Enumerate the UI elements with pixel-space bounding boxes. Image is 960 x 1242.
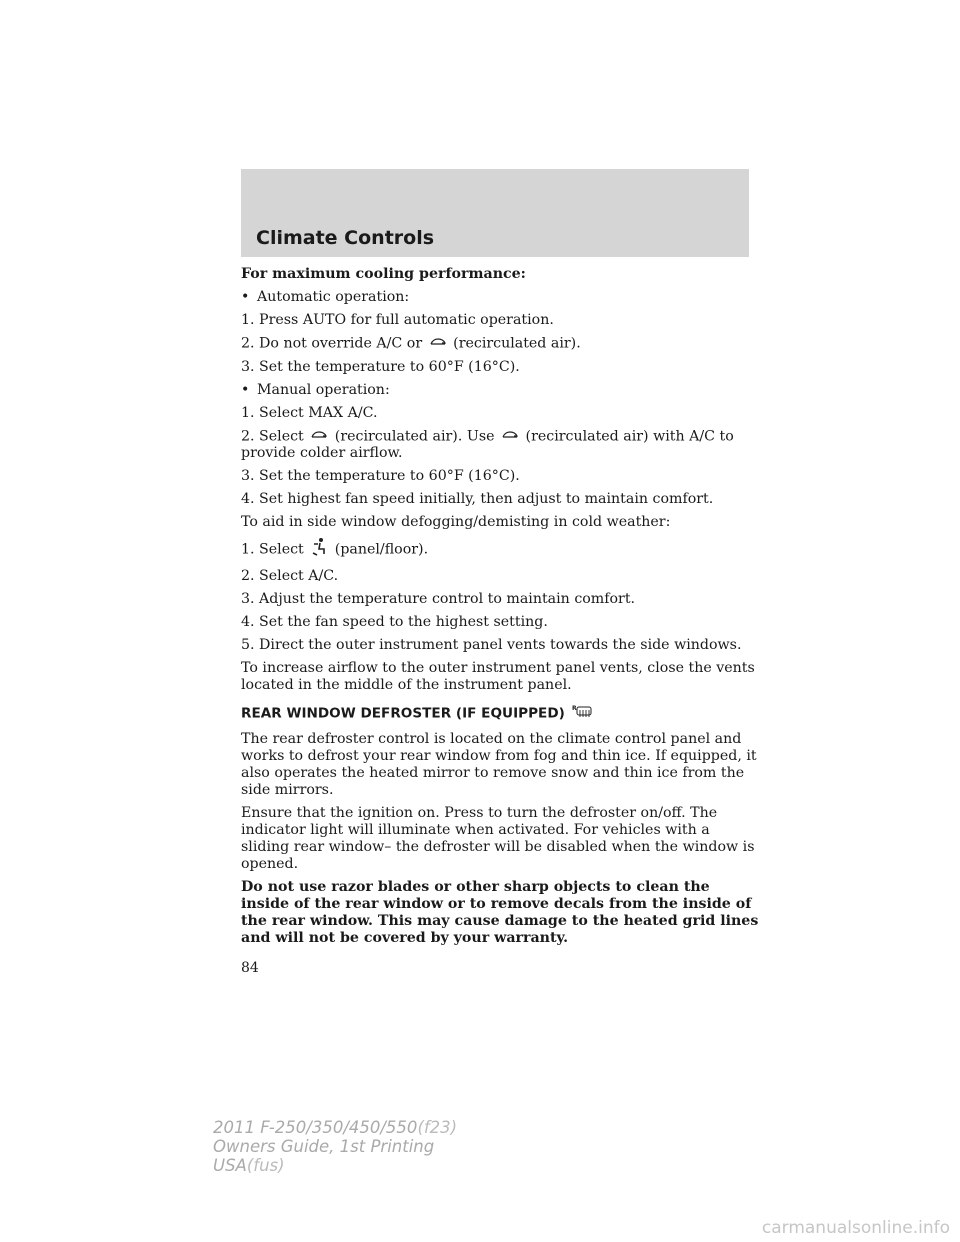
auto-step-1: 1. Press AUTO for full automatic operation. [241,312,554,328]
defog-step-3: 3. Adjust the temperature control to maintain comfort. [241,591,636,607]
footer-line-1: 2011 F-250/350/450/550(f23) [213,1118,458,1137]
defog-step-2: 2. Select A/C. [241,568,339,584]
warning-paragraph: Do not use razor blades or other sharp objects to clean the inside of the rear window or to remove decals from the inside of the rear window. This may cause damage to the heated grid lines and will not be covered by your warranty. [241,879,759,946]
print-footer [213,1118,457,1175]
auto-step-2: 2. Do not override A/C or (recirculated air). [241,335,581,352]
footer-line-3: USA(fus) [213,1156,285,1175]
rear-defroster-paragraph-2: Ensure that the ignition on. Press to turn the defroster on/off. The indicator light will illuminate when activated. For vehicles with a sliding rear window– the defroster will be disabled when the window is opened. [241,805,755,872]
manual-bullet: • Manual operation: [241,381,390,398]
manual-step-2-cont: provide colder airflow. [241,445,403,461]
airflow-paragraph: To increase airflow to the outer instrument panel vents, close the vents located in the middle of the instrument panel. [241,660,755,693]
recirculated-air-icon [501,428,519,445]
defog-step-4: 4. Set the fan speed to the highest setting. [241,614,548,630]
defog-step-1: 1. Select (panel/floor). [241,537,761,562]
bullet-icon: • [241,381,250,398]
footer-line-2: Owners Guide, 1st Printing [213,1137,435,1156]
svg-text:R: R [571,705,577,712]
rear-defrost-icon [572,704,594,723]
rear-defroster-paragraph-1: The rear defroster control is located on the climate control panel and works to defrost your rear window from fog and thin ice. If equipped, it also operates the heated mirror to remove snow and thin ice from the side mirrors. [241,731,757,798]
auto-bullet: • Automatic operation: [241,289,410,305]
panel-floor-icon [310,537,328,562]
manual-step-4: 4. Set highest fan speed initially, then adjust to maintain comfort. [241,491,714,507]
rear-defroster-heading: REAR WINDOW DEFROSTER (IF EQUIPPED) R [241,704,761,723]
recirculated-air-icon [429,335,447,352]
recirculated-air-icon [310,428,328,445]
defog-intro: To aid in side window defogging/demisting in cold weather: [241,514,671,530]
page-body [241,266,761,953]
manual-step-2: 2. Select (recirculated air). Use (recirculated air) with A/C to [241,428,734,444]
page-number: 84 [241,960,259,976]
auto-step-3: 3. Set the temperature to 60°F (16°C). [241,358,520,375]
chapter-header [241,169,749,257]
defog-step-5: 5. Direct the outer instrument panel vents towards the side windows. [241,637,742,653]
bullet-icon: • [241,289,250,305]
watermark: carmanualsonline.info [761,1218,950,1238]
chapter-title: Climate Controls [256,227,435,249]
manual-step-1: 1. Select MAX A/C. [241,404,378,421]
manual-step-3: 3. Set the temperature to 60°F (16°C). [241,468,520,484]
max-cooling-heading: For maximum cooling performance: [241,266,526,282]
